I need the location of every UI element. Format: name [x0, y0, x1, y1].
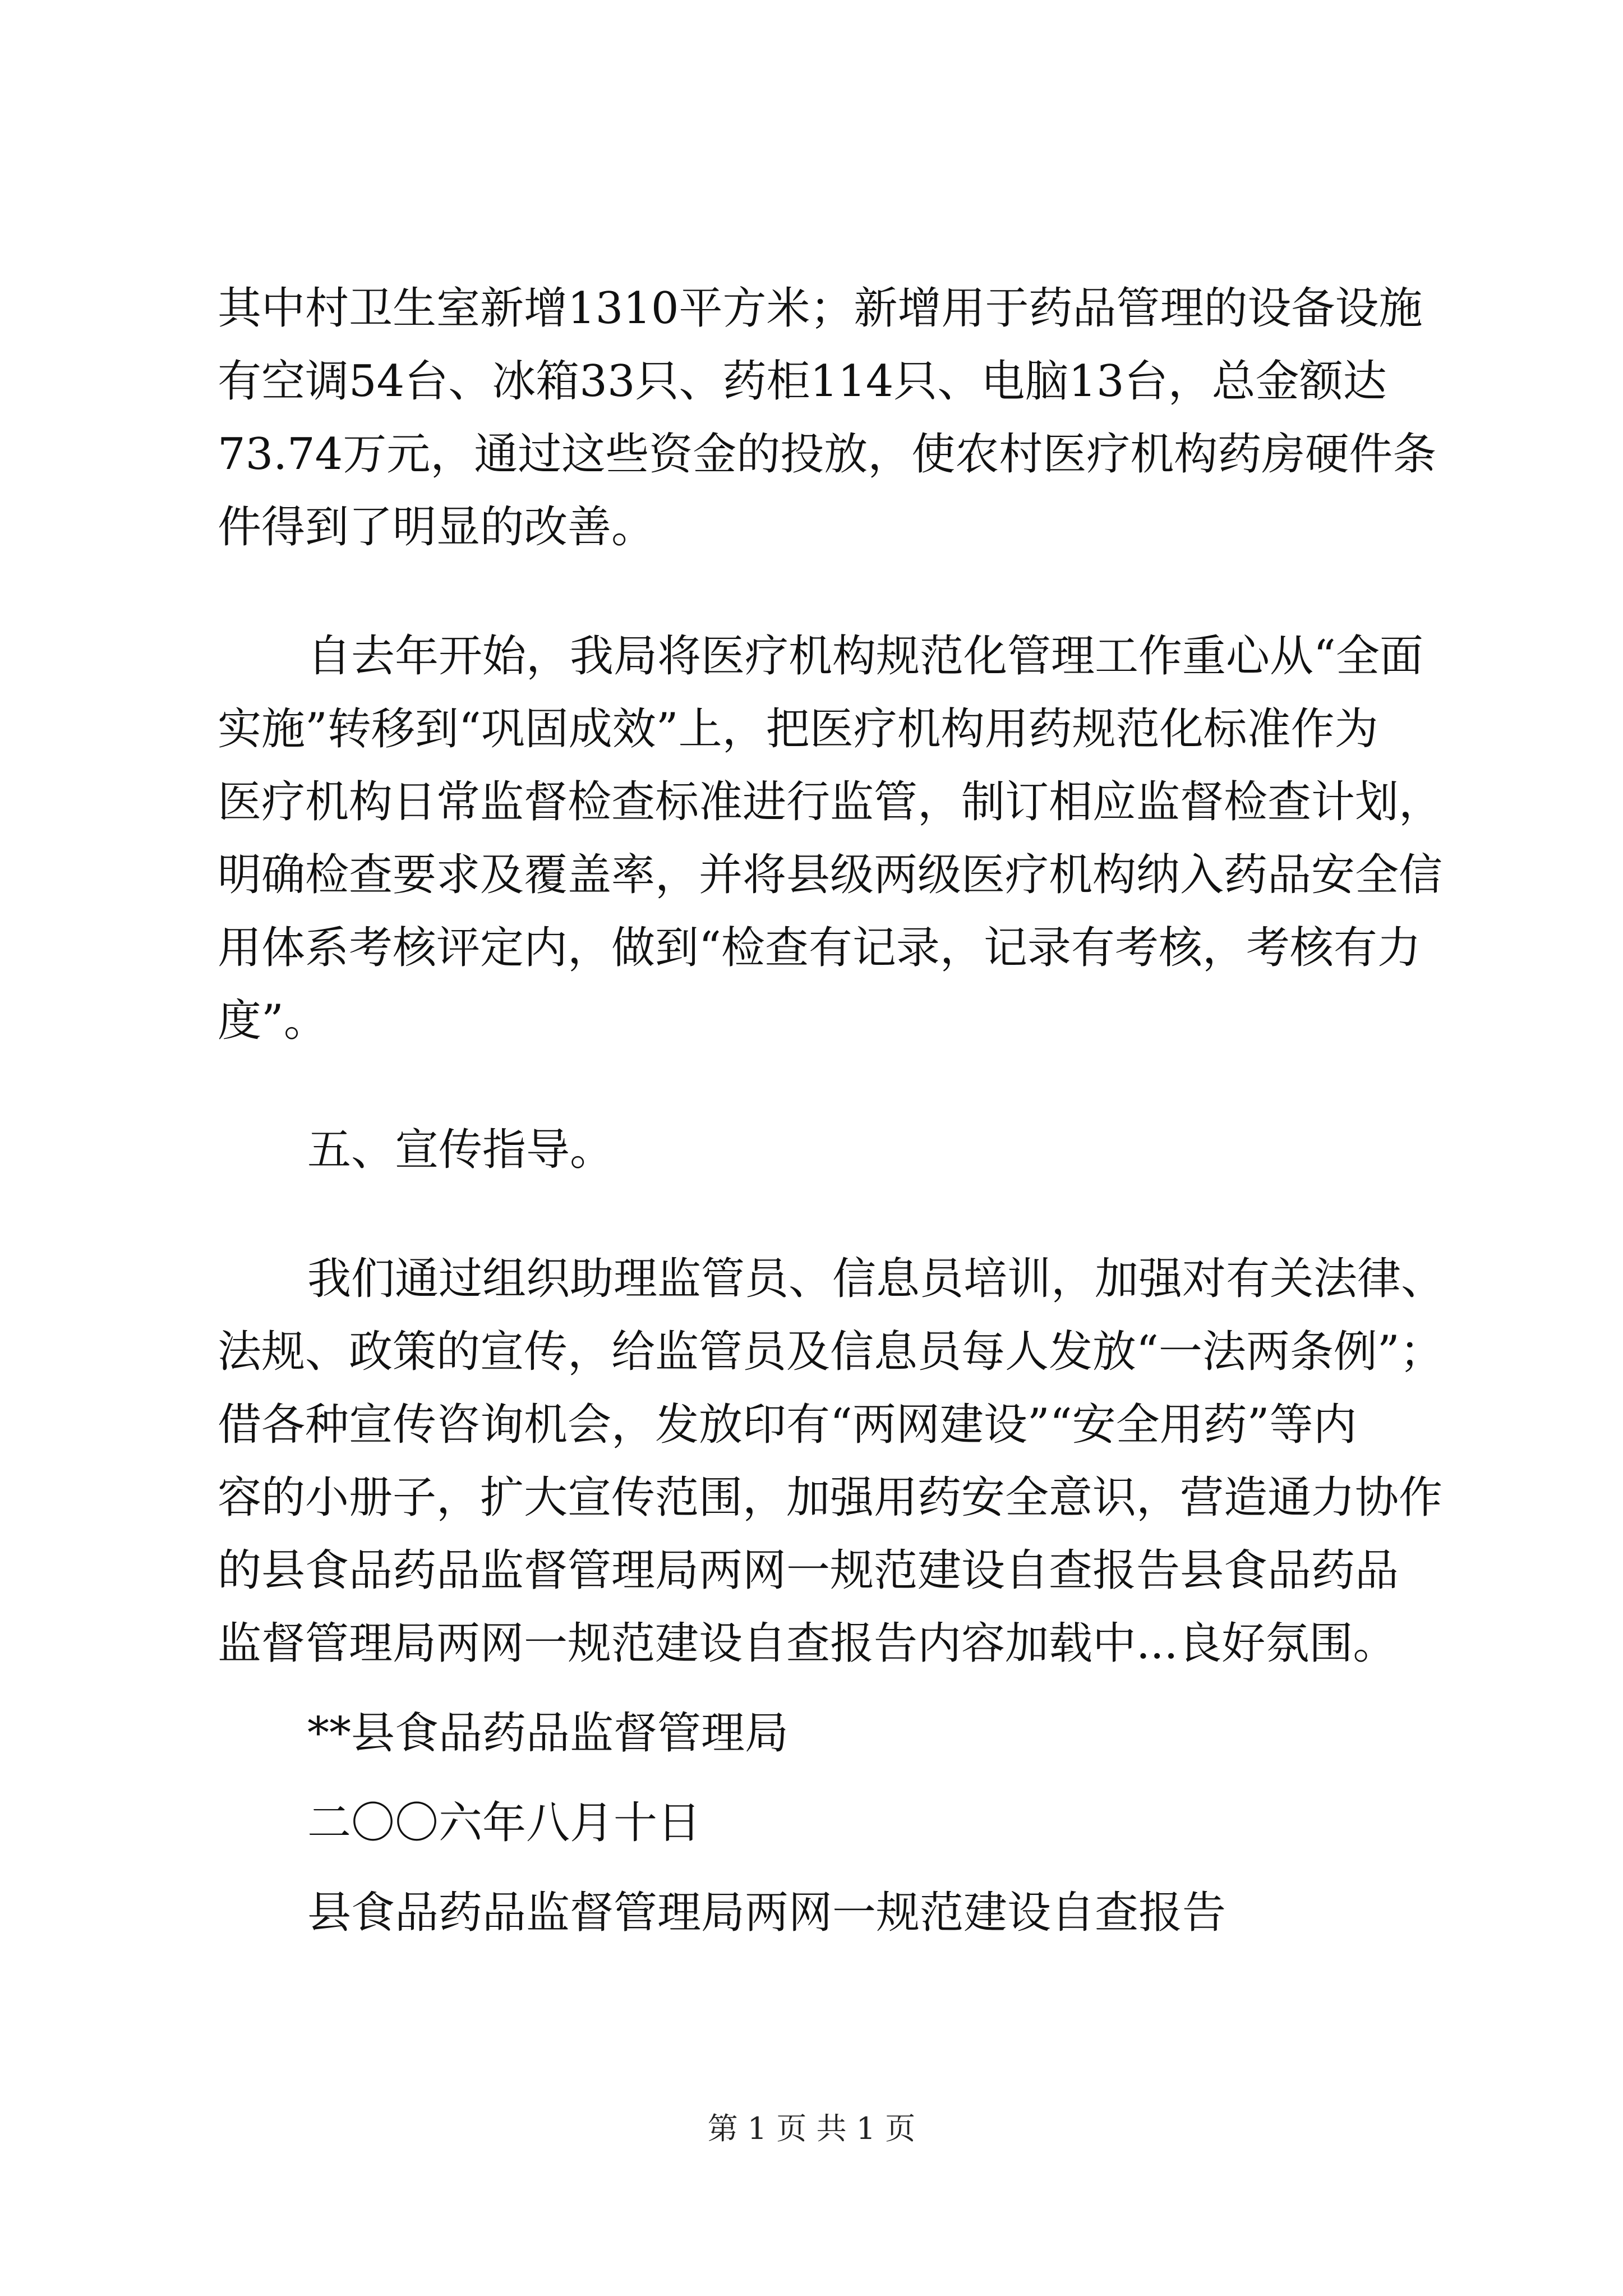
paragraph-3-line-4: 容的小册子，扩大宣传范围，加强用药安全意识，营造通力协作 — [218, 1473, 1443, 1523]
paragraph-3-line-3: 借各种宣传咨询机会，发放印有“两网建设”“安全用药”等内 — [218, 1400, 1357, 1450]
paragraph-2-line-1: 自去年开始，我局将医疗机构规范化管理工作重心从“全面 — [307, 631, 1423, 682]
paragraph-2-line-4: 明确检查要求及覆盖率，并将县级两级医疗机构纳入药品安全信 — [218, 850, 1443, 900]
paragraph-3-line-5: 的县食品药品监督管理局两网一规范建设自查报告县食品药品 — [218, 1545, 1399, 1596]
section-heading: 五、宣传指导。 — [307, 1125, 614, 1175]
signature-organization: **县食品药品监督管理局 — [307, 1708, 789, 1759]
paragraph-3-line-2: 法规、政策的宣传，给监管员及信息员每人发放“一法两条例”； — [218, 1327, 1444, 1377]
body-line-4: 件得到了明显的改善。 — [218, 502, 656, 553]
paragraph-2-line-6: 度”。 — [218, 996, 328, 1046]
paragraph-3-line-6: 监督管理局两网一规范建设自查报告内容加载中...良好氛围。 — [218, 1618, 1397, 1669]
page-number-footer: 第 1 页 共 1 页 — [707, 2111, 916, 2146]
signature-date: 二〇〇六年八月十日 — [307, 1798, 702, 1848]
body-line-3: 73.74万元，通过这些资金的投放，使农村医疗机构药房硬件条 — [218, 429, 1437, 480]
document-title-footer: 县食品药品监督管理局两网一规范建设自查报告 — [307, 1888, 1227, 1938]
paragraph-2-line-2: 实施”转移到“巩固成效”上，把医疗机构用药规范化标准作为 — [218, 704, 1378, 754]
body-line-1: 其中村卫生室新增1310平方米；新增用于药品管理的设备设施 — [218, 283, 1423, 334]
paragraph-2-line-5: 用体系考核评定内，做到“检查有记录，记录有考核，考核有力 — [218, 923, 1421, 973]
paragraph-3-line-1: 我们通过组织助理监管员、信息员培训，加强对有关法律、 — [307, 1254, 1445, 1304]
paragraph-2-line-3: 医疗机构日常监督检查标准进行监管，制订相应监督检查计划， — [218, 777, 1443, 827]
body-line-2: 有空调54台、冰箱33只、药柜114只、电脑13台，总金额达 — [218, 356, 1387, 407]
